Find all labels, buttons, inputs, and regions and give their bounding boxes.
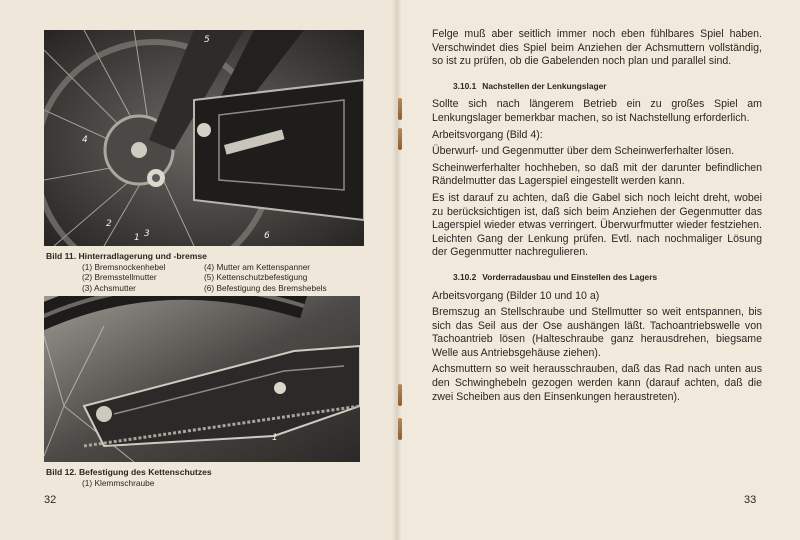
page-number-right: 33: [744, 494, 757, 506]
page-number-left: 32: [44, 494, 57, 506]
paragraph: Arbeitsvorgang (Bild 4):: [432, 128, 543, 141]
left-page: [0, 0, 396, 540]
figure-12-caption: [46, 467, 376, 488]
figure-11-title: Bild 11. Hinterradlagerung und -bremse: [46, 251, 207, 261]
staple: [398, 128, 402, 150]
paragraph: Scheinwerferhalter hochheben, so daß mit der darunter befindlichen Rändelmutter das Lagerspiel eingestellt werden kann.: [432, 161, 762, 188]
section-number: 3.10.1: [453, 80, 477, 91]
svg-text:6: 6: [264, 231, 270, 241]
legend-item: (2) Bremsstellmutter: [82, 272, 157, 283]
figure-11-legend: [82, 262, 376, 294]
staple: [398, 98, 402, 120]
legend-item: (1) Bremsnockenhebel: [82, 261, 166, 272]
right-text-column: [432, 28, 762, 407]
legend-item: (3) Achsmutter: [82, 282, 136, 293]
paragraph: Achsmuttern so weit herausschrauben, daß das Rad nach unten aus den Schwinghebeln gezogen werden kann (darauf achten, daß die zwei Scheiben aus den Einsenkungen heraustreten).: [432, 363, 762, 403]
staple: [398, 384, 402, 406]
paragraph: Überwurf- und Gegenmutter über dem Scheinwerferhalter lösen.: [432, 145, 735, 158]
paragraph: Felge muß aber seitlich immer noch eben fühlbares Spiel haben. Verschwindet dies Spiel beim Anziehen der Achsmuttern vollständig, so ist zu prüfen, ob die Gabelenden noch plan und parallel sind.: [432, 28, 762, 68]
legend-item: (5) Kettenschutzbefestigung: [204, 272, 308, 283]
svg-text:1: 1: [134, 233, 140, 243]
section-heading: [453, 80, 762, 94]
svg-text:5: 5: [204, 35, 210, 45]
section-title: Vorderradausbau und Einstellen des Lagers: [482, 271, 658, 282]
section-heading: [453, 271, 762, 285]
paragraph: Es ist darauf zu achten, daß die Gabel sich noch leicht dreht, wobei zu berücksichtigen ist, daß sich beim Anziehen der Gegenmutter das Lagerspiel wieder etwas verringert. Überwurfmutter wieder festziehen. Leichten Gang der Lenkung prüfen. Evtl. nach nochmaliger Lösung der Gegenmutter nachregulieren.: [432, 191, 762, 259]
figure-11-photo: [44, 30, 364, 246]
paragraph: Bremszug an Stellschraube und Stellmutter so weit entspannen, bis sich das Seil aus der Ose aushängen läßt. Tachoantriebswelle von Tachoantrieb lösen (Halteschraube ganz herausdrehen, biegsame Welle aus Antriebsgehäuse ziehen).: [432, 306, 762, 359]
figure-12-title: Bild 12. Befestigung des Kettenschutzes: [46, 467, 212, 477]
paragraph: Sollte sich nach längerem Betrieb ein zu großes Spiel am Lenkungslager bemerkbar machen, so ist Nachstellung erforderlich.: [432, 98, 762, 124]
section-title: Nachstellen der Lenkungslager: [482, 80, 607, 91]
staple: [398, 418, 402, 440]
svg-text:3: 3: [144, 229, 150, 239]
svg-text:4: 4: [82, 135, 88, 145]
figure-12-photo: [44, 296, 360, 462]
svg-text:1: 1: [272, 433, 278, 443]
gutter: [392, 0, 402, 540]
figure-12-legend: [82, 478, 376, 489]
figure-11-caption: [46, 251, 376, 293]
legend-item: (4) Mutter am Kettenspanner: [204, 261, 311, 272]
paragraph: Arbeitsvorgang (Bilder 10 und 10 a): [432, 289, 600, 302]
legend-item: (6) Befestigung des Bremshebels: [204, 282, 327, 293]
section-number: 3.10.2: [453, 271, 477, 282]
legend-item: (1) Klemmschraube: [82, 477, 155, 488]
svg-text:2: 2: [106, 219, 112, 229]
